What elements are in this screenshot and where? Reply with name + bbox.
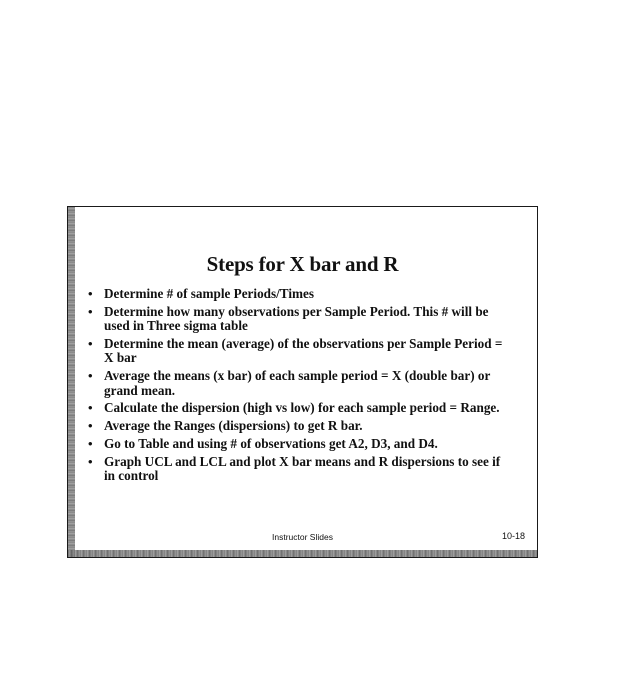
bullet-icon: • bbox=[88, 336, 93, 351]
bullet-icon: • bbox=[88, 436, 93, 451]
bullet-text: Determine # of sample Periods/Times bbox=[104, 286, 314, 301]
slide bbox=[67, 206, 538, 558]
bullet-text: Average the Ranges (dispersions) to get R bar. bbox=[104, 418, 363, 434]
bullet-item bbox=[86, 419, 511, 433]
bullet-icon: • bbox=[88, 453, 93, 469]
bullet-text: Go to Table and using # of observations get A2, D3, and D4. bbox=[104, 436, 438, 451]
slide-title: Steps for X bar and R bbox=[206, 252, 399, 276]
bullet-item bbox=[86, 305, 511, 334]
bullet-item bbox=[86, 437, 511, 451]
bullet-text: Calculate the dispersion (high vs low) for each sample period = Range. bbox=[104, 400, 500, 416]
bullet-item bbox=[86, 337, 511, 366]
bullet-item bbox=[86, 287, 511, 301]
bullet-icon: • bbox=[88, 368, 93, 384]
bullet-item bbox=[86, 455, 511, 484]
bullet-icon: • bbox=[88, 286, 93, 301]
page-number: 10-18 bbox=[501, 531, 525, 541]
bullet-item bbox=[86, 401, 511, 415]
bullet-text: Graph UCL and LCL and plot X bar means and R dispersions to see if in control bbox=[104, 453, 501, 484]
bullet-icon: • bbox=[88, 303, 93, 319]
footer-label: Instructor Slides bbox=[272, 532, 333, 542]
bullet-icon: • bbox=[88, 400, 93, 416]
bullet-text: Determine how many observations per Sample Period. This # will be used in Three sigma table bbox=[104, 303, 489, 334]
bullet-item bbox=[86, 369, 511, 398]
bullet-list bbox=[86, 287, 511, 487]
bullet-text: Determine the mean (average) of the observations per Sample Period = X bar bbox=[104, 336, 503, 366]
bullet-icon: • bbox=[88, 418, 93, 434]
bullet-text: Average the means (x bar) of each sample period = X (double bar) or grand mean. bbox=[104, 368, 491, 398]
